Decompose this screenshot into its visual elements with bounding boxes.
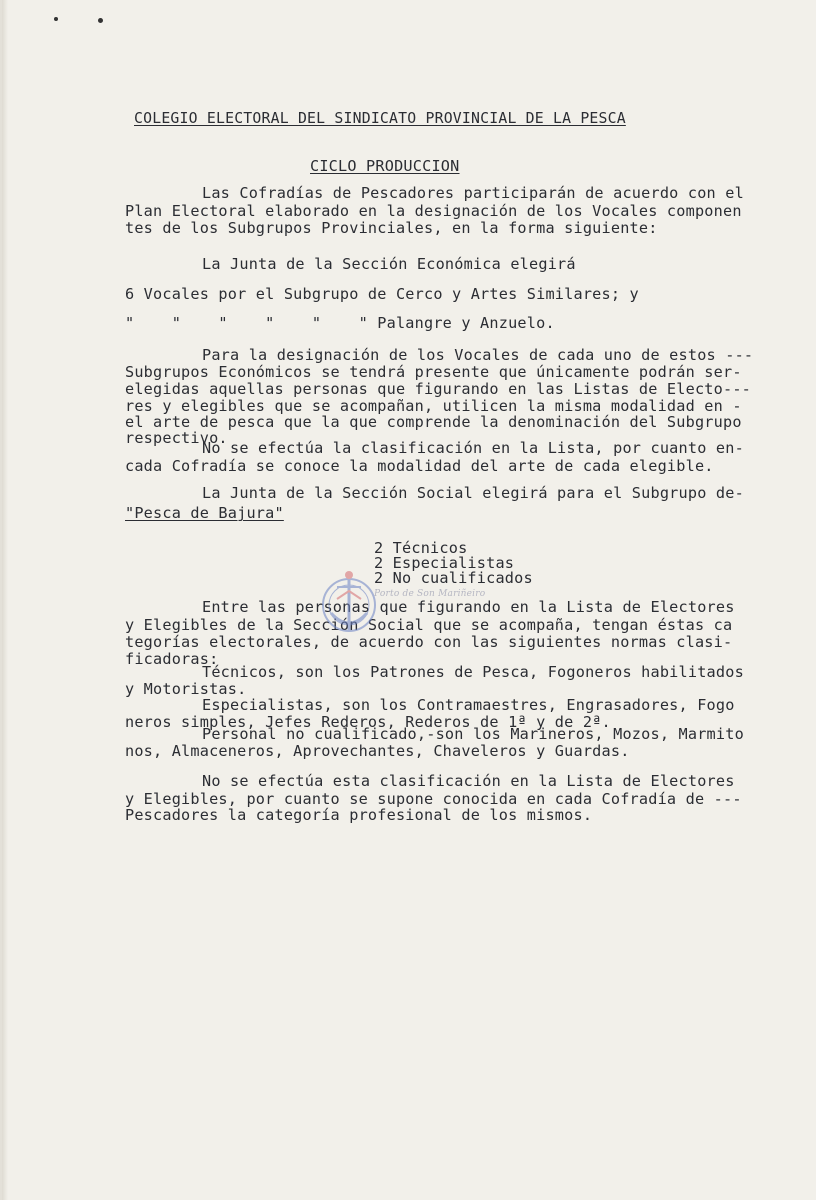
text-line: elegidas aquellas personas que figurando en las Listas de Electo---: [125, 380, 752, 398]
document-title: COLEGIO ELECTORAL DEL SINDICATO PROVINCIAL DE LA PESCA: [134, 110, 626, 127]
text-line: nos, Almaceneros, Aprovechantes, Chaveleros y Guardas.: [125, 742, 630, 760]
text-line: Para la designación de los Vocales de cada uno de estos ---: [202, 346, 754, 364]
list-item: 2 Técnicos: [374, 539, 468, 557]
text-line: Personal no cualificado,-son los Marineros, Mozos, Marmito: [202, 725, 744, 743]
text-line: "Pesca de Bajura": [125, 504, 284, 522]
text-line: Entre las personas que figurando en la Lista de Electores: [202, 598, 735, 616]
text-line: neros simples, Jefes Rederos, Rederos de 1ª y de 2ª.: [125, 713, 611, 731]
text-line: Las Cofradías de Pescadores participarán de acuerdo con el: [202, 184, 744, 202]
text-line: Pescadores la categoría profesional de los mismos.: [125, 806, 593, 824]
text-line: tegorías electorales, de acuerdo con las siguientes normas clasi-: [125, 633, 733, 651]
text-line: Especialistas, son los Contramaestres, Engrasadores, Fogo: [202, 696, 735, 714]
text-line: ficadoras:: [125, 650, 219, 668]
text-line: y Motoristas.: [125, 680, 247, 698]
stamp-text: Porto de Son Mariñeiro: [374, 589, 486, 599]
text-line: res y elegibles que se acompañan, utilicen la misma modalidad en -: [125, 397, 742, 415]
ink-mark: [54, 17, 58, 21]
document-subtitle: CICLO PRODUCCION: [310, 157, 460, 175]
list-item: 2 No cualificados: [374, 569, 533, 587]
text-line: y Elegibles, por cuanto se supone conocida en cada Cofradía de ---: [125, 790, 742, 808]
text-line: No se efectúa la clasificación en la Lista, por cuanto en-: [202, 439, 744, 457]
page-edge-shadow: [2, 0, 8, 1200]
text-line: tes de los Subgrupos Provinciales, en la forma siguiente:: [125, 219, 658, 237]
text-line: La Junta de la Sección Social elegirá para el Subgrupo de-: [202, 484, 744, 502]
archive-stamp-logo: [307, 555, 407, 655]
text-line: Técnicos, son los Patrones de Pesca, Fogoneros habilitados: [202, 663, 744, 681]
text-line: y Elegibles de la Sección Social que se acompaña, tengan éstas ca: [125, 616, 733, 634]
ink-mark: [98, 18, 103, 23]
text-line: respectivo.: [125, 429, 228, 447]
text-line: La Junta de la Sección Económica elegirá: [202, 255, 576, 273]
text-line: Subgrupos Económicos se tendrá presente que únicamente podrán ser-: [125, 363, 742, 381]
text-line: Plan Electoral elaborado en la designación de los Vocales componen: [125, 202, 742, 220]
text-line: el arte de pesca que la que comprende la denominación del Subgrupo: [125, 413, 742, 431]
text-line: " " " " " " Palangre y Anzuelo.: [125, 314, 555, 332]
text-line: No se efectúa esta clasificación en la Lista de Electores: [202, 772, 735, 790]
text-line: cada Cofradía se conoce la modalidad del arte de cada elegible.: [125, 457, 714, 475]
list-item: 2 Especialistas: [374, 554, 515, 572]
text-line: 6 Vocales por el Subgrupo de Cerco y Artes Similares; y: [125, 285, 639, 303]
